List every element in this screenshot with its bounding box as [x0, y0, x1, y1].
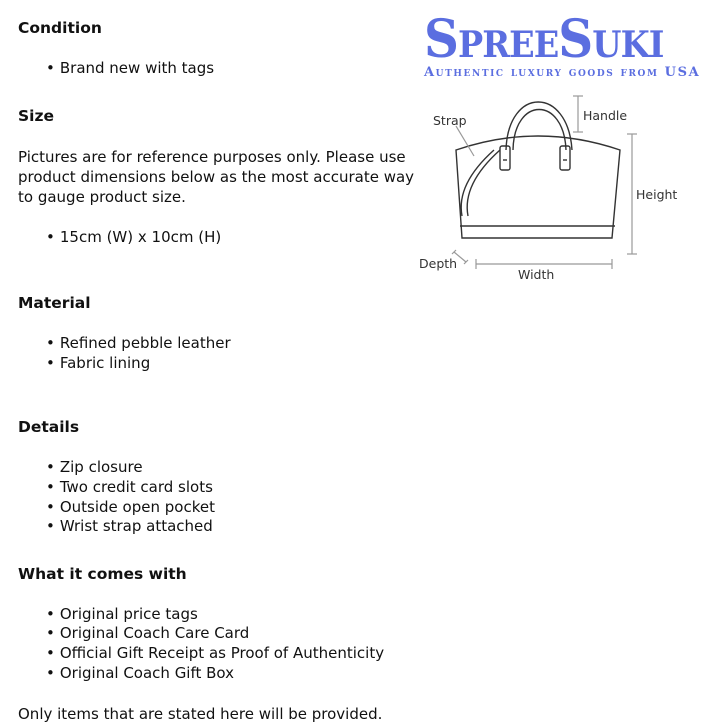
handbag-icon [416, 88, 716, 288]
list-item: • Original price tags [46, 605, 418, 625]
list-item: • Brand new with tags [46, 59, 418, 79]
brand-logo [424, 9, 716, 80]
list-item: • Refined pebble leather [46, 334, 418, 354]
list-item: • Wrist strap attached [46, 517, 418, 537]
list-item: • Fabric lining [46, 354, 418, 374]
list-item: • Original Coach Care Card [46, 624, 418, 644]
handle-label: Handle [583, 108, 628, 123]
footer-note: Only items that are stated here will be provided. [18, 705, 383, 724]
size-list [18, 228, 418, 248]
list-item: • Original Coach Gift Box [46, 664, 418, 684]
condition-list [18, 59, 418, 79]
bag-dimension-diagram [416, 88, 716, 288]
material-heading: Material [18, 294, 91, 313]
depth-label: Depth [419, 256, 458, 271]
width-label: Width [518, 267, 555, 282]
height-label: Height [636, 187, 678, 202]
details-list [18, 458, 418, 536]
comes-with-list [18, 605, 418, 683]
brand-name: SpreeSuki [424, 9, 664, 70]
comes-with-heading: What it comes with [18, 564, 187, 583]
details-heading: Details [18, 418, 80, 437]
list-item: • Outside open pocket [46, 498, 418, 518]
size-heading: Size [18, 106, 55, 125]
list-item: • Zip closure [46, 458, 418, 478]
condition-heading: Condition [18, 19, 102, 37]
list-item: • 15cm (W) x 10cm (H) [46, 228, 418, 248]
material-list [18, 334, 418, 373]
list-item: • Official Gift Receipt as Proof of Authenticity [46, 644, 418, 664]
size-description: Pictures are for reference purposes only. Please use product dimensions below as the most accurate way to gauge product size. [18, 147, 415, 206]
product-details [18, 18, 418, 724]
strap-label: Strap [433, 113, 467, 128]
brand-tagline: Authentic luxury goods from USA [424, 65, 701, 80]
list-item: • Two credit card slots [46, 478, 418, 498]
